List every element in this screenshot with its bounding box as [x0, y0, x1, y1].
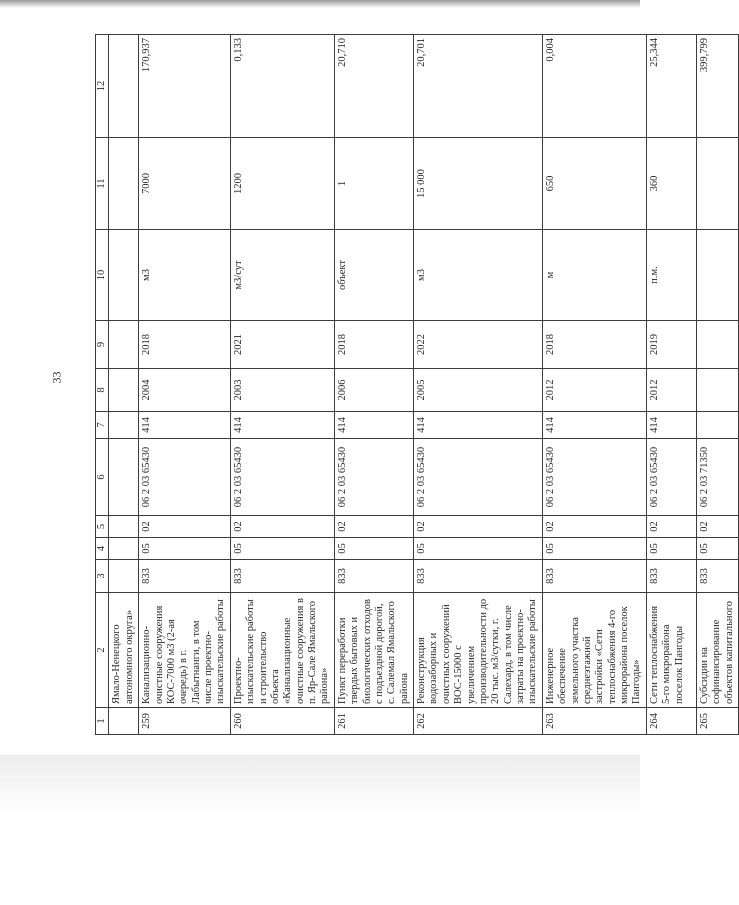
cell-end-year: 2022	[414, 321, 543, 369]
cell-section: 05	[139, 538, 231, 560]
column-header: 12	[96, 35, 109, 138]
cell-expense-type: 414	[334, 412, 413, 439]
cell-expense-type: 414	[646, 412, 696, 439]
cell-unit: м3	[139, 230, 231, 321]
column-header: 6	[96, 439, 109, 516]
cell-subsection: 02	[139, 516, 231, 538]
cell-expense-type: 414	[139, 412, 231, 439]
table-row	[414, 35, 543, 735]
cell-subsection: 02	[696, 516, 738, 538]
cell-ministry: 833	[139, 560, 231, 593]
cell-start-year: 2004	[139, 369, 231, 412]
cell-ministry: 833	[542, 560, 646, 593]
table-row	[139, 35, 231, 735]
cell-end-year: 2019	[646, 321, 696, 369]
budget-table	[95, 34, 739, 735]
cell-expense-type: 414	[542, 412, 646, 439]
column-header: 3	[96, 560, 109, 593]
cell-capacity: 7000	[139, 138, 231, 230]
column-header: 10	[96, 230, 109, 321]
cell-section: 05	[542, 538, 646, 560]
row-number: 264	[646, 708, 696, 735]
row-number: 262	[414, 708, 543, 735]
cell-section: 05	[646, 538, 696, 560]
cell-expense-type	[696, 412, 738, 439]
cell-amount: 20,701	[414, 35, 543, 138]
object-name: Сети теплоснабжения 5-го микрорайона поселок Пангоды	[646, 593, 696, 708]
table-row	[334, 35, 413, 735]
cell-capacity: 1	[334, 138, 413, 230]
table-row	[646, 35, 696, 735]
column-header: 1	[96, 708, 109, 735]
scan-shadow	[0, 755, 640, 905]
cell-unit	[696, 230, 738, 321]
cell-start-year: 2006	[334, 369, 413, 412]
cell-target-article: 06 2 03 65430	[230, 439, 334, 516]
cell-start-year: 2005	[414, 369, 543, 412]
cell-target-article: 06 2 03 65430	[542, 439, 646, 516]
cell-ministry: 833	[230, 560, 334, 593]
cell-section: 05	[696, 538, 738, 560]
continuation-row	[109, 35, 139, 735]
cell-target-article: 06 2 03 65430	[139, 439, 231, 516]
column-header: 9	[96, 321, 109, 369]
cell-capacity: 15 000	[414, 138, 543, 230]
cell-amount: 0,133	[230, 35, 334, 138]
cell-subsection: 02	[230, 516, 334, 538]
page-number: 33	[49, 371, 64, 384]
object-name: Канализационно-очистные сооружения КОС-7000 м3 (2-ая очередь) в г. Лабытнанги, в том числе проектно-изыскательские работы	[139, 593, 231, 708]
rotated-table-container	[95, 35, 735, 735]
cell-amount: 399,799	[696, 35, 738, 138]
cell-target-article: 06 2 03 65430	[414, 439, 543, 516]
cell-ministry: 833	[696, 560, 738, 593]
cell-ministry: 833	[334, 560, 413, 593]
object-name: Субсидии на софинансирование объектов капитального	[696, 593, 738, 708]
table-row	[230, 35, 334, 735]
column-header: 4	[96, 538, 109, 560]
column-header: 8	[96, 369, 109, 412]
scan-shadow	[0, 0, 640, 8]
cell-target-article: 06 2 03 65430	[334, 439, 413, 516]
cell-start-year: 2003	[230, 369, 334, 412]
cell-amount: 170,937	[139, 35, 231, 138]
cell-unit: м3	[414, 230, 543, 321]
cell-end-year: 2018	[334, 321, 413, 369]
row-number: 263	[542, 708, 646, 735]
cell-subsection: 02	[414, 516, 543, 538]
object-name: Проектно-изыскательские работы и строительство объекта «Канализационные очистные сооружения в п. Яр-Сале Ямальского района»	[230, 593, 334, 708]
row-number: 265	[696, 708, 738, 735]
cell-subsection: 02	[542, 516, 646, 538]
cell-capacity: 650	[542, 138, 646, 230]
object-name: Пункт переработки твердых бытовых и биологических отходов с подъездной дорогой, с. Салемал Ямальского района	[334, 593, 413, 708]
object-name: Инженерное обеспечение земельного участка среднеэтажной застройки «Сети теплоснабжения 4-го микрорайона поселок Пангоды»	[542, 593, 646, 708]
cell-start-year: 2012	[646, 369, 696, 412]
cell-ministry: 833	[414, 560, 543, 593]
column-header: 11	[96, 138, 109, 230]
cell-amount: 0,004	[542, 35, 646, 138]
cell-end-year	[696, 321, 738, 369]
column-header: 7	[96, 412, 109, 439]
cell-subsection: 02	[646, 516, 696, 538]
cell-end-year: 2021	[230, 321, 334, 369]
cell-target-article: 06 2 03 71350	[696, 439, 738, 516]
row-number: 261	[334, 708, 413, 735]
cell-expense-type: 414	[230, 412, 334, 439]
column-header: 2	[96, 593, 109, 708]
cell-capacity	[696, 138, 738, 230]
cell-section: 05	[230, 538, 334, 560]
cell-target-article: 06 2 03 65430	[646, 439, 696, 516]
column-header: 5	[96, 516, 109, 538]
cell-section: 05	[414, 538, 543, 560]
cell-expense-type: 414	[414, 412, 543, 439]
cell-capacity: 360	[646, 138, 696, 230]
cell-end-year: 2018	[139, 321, 231, 369]
object-name: Реконструкция водозаборных и очистных сооружений ВОС-15000 с увеличением производительности до 20 тыс. м3/сутки, г. Салехард, в том числе затраты на проектно-изыскательские работы	[414, 593, 543, 708]
continuation-text: Ямало-Ненецкого автономного округа»	[109, 593, 139, 708]
cell-unit: п.м.	[646, 230, 696, 321]
cell-ministry: 833	[646, 560, 696, 593]
cell-capacity: 1200	[230, 138, 334, 230]
row-number: 259	[139, 708, 231, 735]
cell-end-year: 2018	[542, 321, 646, 369]
cell-unit: м3/сут	[230, 230, 334, 321]
cell-unit: объект	[334, 230, 413, 321]
cell-start-year	[696, 369, 738, 412]
cell-amount: 20,710	[334, 35, 413, 138]
row-number: 260	[230, 708, 334, 735]
table-row	[696, 35, 738, 735]
column-number-row	[96, 35, 109, 735]
cell-amount: 25,344	[646, 35, 696, 138]
cell-start-year: 2012	[542, 369, 646, 412]
table-row	[542, 35, 646, 735]
cell-subsection: 02	[334, 516, 413, 538]
cell-unit: м	[542, 230, 646, 321]
cell-section: 05	[334, 538, 413, 560]
